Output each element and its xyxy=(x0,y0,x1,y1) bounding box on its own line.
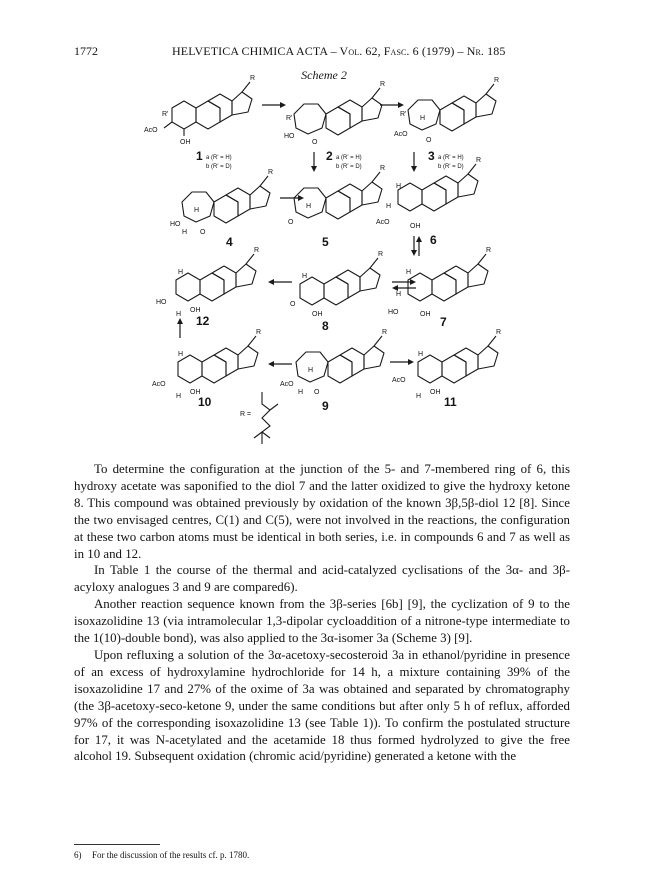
r-label: R xyxy=(380,81,386,88)
r-prime-label: R' xyxy=(286,115,293,122)
ho-label: HO xyxy=(156,299,167,306)
h-label: H xyxy=(418,351,424,358)
oh-label: OH xyxy=(180,139,191,146)
reaction-arrow xyxy=(416,236,422,256)
o-label: O xyxy=(312,139,318,146)
compound-3-structure xyxy=(394,77,499,144)
h-label: H xyxy=(298,389,304,396)
h-label: H xyxy=(406,269,412,276)
compound-2-variant-a: a (R' = H) xyxy=(336,155,362,161)
aco-label: AcO xyxy=(144,127,158,134)
h-label: H xyxy=(420,115,426,122)
compound-4-number: 4 xyxy=(226,235,233,249)
side-chain-label: R = xyxy=(240,411,252,418)
footnote-rule xyxy=(74,844,160,845)
compound-8-structure xyxy=(290,251,383,318)
h-label: H xyxy=(302,273,308,280)
h-label: H xyxy=(178,269,184,276)
h-label: H xyxy=(176,311,182,318)
compound-9-structure xyxy=(280,329,387,396)
compound-12-number: 12 xyxy=(196,314,210,328)
oh-label: OH xyxy=(312,311,323,318)
ho-label: HO xyxy=(284,133,295,140)
oh-label: OH xyxy=(430,389,441,396)
body-text xyxy=(74,461,570,765)
r-label: R xyxy=(494,77,500,84)
r-label: R xyxy=(256,329,262,336)
aco-label: AcO xyxy=(392,377,406,384)
oh-label: OH xyxy=(190,307,201,314)
reaction-arrow xyxy=(392,279,416,285)
r-label: R xyxy=(268,169,274,176)
h-label: H xyxy=(416,393,422,400)
compound-2-variant-b: b (R' = D) xyxy=(336,164,362,170)
h-label: H xyxy=(178,351,184,358)
reaction-arrow xyxy=(268,279,292,285)
o-label: O xyxy=(290,301,296,308)
compound-6-structure xyxy=(376,157,481,230)
oh-label: OH xyxy=(420,311,431,318)
compound-6-number: 6 xyxy=(430,233,437,247)
aco-label: AcO xyxy=(280,381,294,388)
reaction-arrow xyxy=(390,359,414,365)
compound-3-number: 3 xyxy=(428,149,435,163)
compound-9-number: 9 xyxy=(322,399,329,413)
r-prime-label: R' xyxy=(162,111,169,118)
page-number: 1772 xyxy=(74,44,98,58)
h-label: H xyxy=(386,203,392,210)
compound-10-number: 10 xyxy=(198,395,212,409)
h-label: H xyxy=(308,367,314,374)
running-head-text: HELVETICA CHIMICA ACTA – Vol. 62, Fasc. 6 (1979) – Nr. 185 xyxy=(172,44,506,58)
footnote-text: For the discussion of the results cf. p. 1780. xyxy=(92,850,250,860)
paragraph: To determine the configuration at the junction of the 5- and 7-membered ring of 6, this hydroxy acetate was saponified to the diol 7 and the latter oxidized to give the hydroxy ketone 8. This compound was obtained previously by oxidation of the known 3β,5β-diol 12 [8]. Since the two envisaged centres, C(1) and C(5), were not involved in the reactions, the configuration at these two carbon atoms must be identical in both series, i.e. in compounds 6 and 7 as well as in 10 and 12. xyxy=(74,462,570,561)
reaction-arrow xyxy=(280,195,304,201)
compound-5-number: 5 xyxy=(322,235,329,249)
h-label: H xyxy=(182,229,188,236)
aco-label: AcO xyxy=(152,381,166,388)
compound-12-structure xyxy=(156,247,259,318)
reaction-arrow xyxy=(262,102,286,108)
h-label: H xyxy=(396,183,402,190)
r-label: R xyxy=(378,251,384,258)
h-label: H xyxy=(176,393,182,400)
compound-1-structure xyxy=(144,75,255,146)
r-prime-label: R' xyxy=(400,111,407,118)
o-label: O xyxy=(200,229,206,236)
o-label: O xyxy=(314,389,320,396)
compound-10-structure xyxy=(152,329,261,400)
reaction-arrow xyxy=(311,152,317,172)
compound-2-number: 2 xyxy=(326,149,333,163)
footnote-marker: 6) xyxy=(74,850,82,860)
r-label: R xyxy=(486,247,492,254)
compound-2-structure xyxy=(284,81,385,146)
compound-3-variant-a: a (R' = H) xyxy=(438,155,464,161)
r-label: R xyxy=(382,329,388,336)
scheme-title: Scheme 2 xyxy=(301,68,347,82)
o-label: O xyxy=(426,137,432,144)
compound-1-variant-a: a (R' = H) xyxy=(206,155,232,161)
ho-label: HO xyxy=(170,221,181,228)
compound-8-number: 8 xyxy=(322,319,329,333)
r-label: R xyxy=(254,247,260,254)
reaction-arrow xyxy=(268,361,292,367)
compound-7-number: 7 xyxy=(440,315,447,329)
r-label: R xyxy=(476,157,482,164)
aco-label: AcO xyxy=(394,131,408,138)
side-chain-definition xyxy=(240,392,278,444)
oh-label: OH xyxy=(410,223,421,230)
h-label: H xyxy=(396,291,402,298)
aco-label: AcO xyxy=(376,219,390,226)
compound-5-structure xyxy=(288,165,385,226)
o-label: O xyxy=(288,219,294,226)
paragraph: In Table 1 the course of the thermal and acid-catalyzed cyclisations of the 3α- and 3β-acyloxy analogues 3 and 9 are compared6). xyxy=(74,563,570,595)
r-label: R xyxy=(380,165,386,172)
h-label: H xyxy=(194,207,200,214)
reaction-arrow xyxy=(411,152,417,172)
h-label: H xyxy=(306,203,312,210)
oh-label: OH xyxy=(190,389,201,396)
r-label: R xyxy=(496,329,502,336)
compound-11-number: 11 xyxy=(444,395,457,409)
reaction-arrow xyxy=(380,102,404,108)
compound-4-structure xyxy=(170,169,273,236)
r-label: R xyxy=(250,75,256,82)
compound-3-variant-b: b (R' = D) xyxy=(438,164,464,170)
compound-1-number: 1 xyxy=(196,149,203,163)
reaction-arrow xyxy=(411,236,417,256)
compound-1-variant-b: b (R' = D) xyxy=(206,164,232,170)
paragraph: Another reaction sequence known from the 3β-series [6b] [9], the cyclization of 9 to the isoxazolidine 13 (via intramolecular 1,3-dipolar cycloaddition of a nitrone-type intermediate to the 1(10)-double bond), was also applied to the 3α-isomer 3a (Scheme 3) [9]. xyxy=(74,597,570,646)
reaction-arrow xyxy=(177,318,183,338)
ho-label: HO xyxy=(388,309,399,316)
footnote xyxy=(74,850,570,860)
paragraph: Upon refluxing a solution of the 3α-acetoxy-secosteroid 3a in ethanol/pyridine in presence of an excess of hydroxylamine hydrochloride for 14 h, a mixture containing 39% of the isoxazolidine 17 and 27% of the oxime of 3a was obtained and separated by chromatography (the 3β-acetoxy-seco-ketone 9, under the same conditions but after only 5 h of reflux, afforded 97% of the corresponding isoxazolidine 13 (see Table 1)). To confirm the postulated structure for 17, it was N-acetylated and the acetamide 18 thus formed hydrolyzed to give the free alcohol 19. Subsequent oxidation (chromic acid/pyridine) generated a ketone with the xyxy=(74,647,570,764)
